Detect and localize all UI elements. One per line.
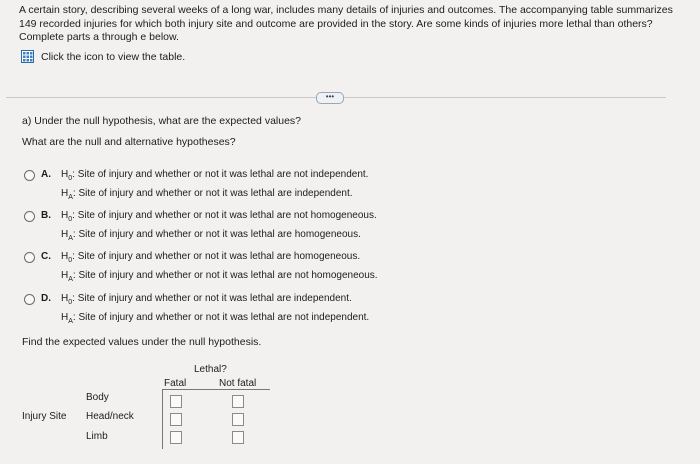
- intro-line-1: A certain story, describing several weeks of a long war, includes many details of injuries and outcomes. The accompanying table summarizes: [19, 4, 673, 16]
- view-table-link[interactable]: [21, 50, 185, 63]
- option-b-text: $H_0$: Site of injury and whether or not it was lethal are not homogeneous. $H_A$: Site of injury and whether or not it was lethal are homogeneous.: [61, 210, 377, 242]
- option-a[interactable]: [24, 167, 368, 205]
- row-label-limb: Limb: [86, 431, 108, 442]
- col-header-fatal: Fatal: [164, 378, 187, 389]
- input-limb-not-fatal[interactable]: [232, 431, 244, 444]
- view-table-label[interactable]: Click the icon to view the table.: [41, 50, 186, 63]
- row-label-head-neck: Head/neck: [86, 411, 134, 422]
- option-b-h0: Site of injury and whether or not it was lethal are not homogeneous.: [77, 210, 377, 221]
- expand-button[interactable]: •••: [316, 92, 344, 104]
- intro-line-3: Complete parts a through e below.: [19, 31, 179, 43]
- table-grid-icon[interactable]: [21, 50, 34, 63]
- option-d[interactable]: [24, 291, 369, 329]
- option-b-letter: B.: [41, 210, 51, 221]
- table-side-rule: [162, 389, 163, 449]
- table-header-rule: [162, 389, 270, 390]
- expected-values-prompt: Find the expected values under the null hypothesis.: [22, 336, 262, 348]
- option-d-text: $H_0$: Site of injury and whether or not it was lethal are independent. $H_A$: Site of injury and whether or not it was lethal are not independent.: [61, 293, 370, 325]
- option-b-radio[interactable]: [24, 211, 35, 222]
- option-a-ha: Site of injury and whether or not it was lethal are independent.: [78, 188, 353, 199]
- option-d-h0: Site of injury and whether or not it was lethal are independent.: [77, 293, 352, 304]
- option-b[interactable]: [24, 208, 377, 246]
- input-head-neck-not-fatal[interactable]: [232, 413, 244, 426]
- option-a-letter: A.: [41, 169, 51, 180]
- problem-intro: [19, 4, 689, 45]
- option-b-ha: Site of injury and whether or not it was lethal are homogeneous.: [78, 229, 361, 240]
- hypotheses-question: What are the null and alternative hypotheses?: [22, 136, 236, 148]
- option-d-radio[interactable]: [24, 294, 35, 305]
- option-c-h0: Site of injury and whether or not it was lethal are homogeneous.: [77, 251, 361, 262]
- row-label-body: Body: [86, 392, 109, 403]
- input-head-neck-fatal[interactable]: [170, 413, 182, 426]
- option-c-letter: C.: [41, 251, 51, 262]
- col-header-not-fatal: Not fatal: [219, 378, 257, 389]
- option-a-h0: Site of injury and whether or not it was lethal are not independent.: [77, 169, 369, 180]
- input-body-fatal[interactable]: [170, 395, 182, 408]
- intro-line-2: 149 recorded injuries for which both injury site and outcome are provided in the story. Are some kinds of injuries more lethal than others?: [19, 17, 653, 30]
- option-c[interactable]: [24, 249, 378, 287]
- row-group-header: Injury Site: [22, 411, 67, 422]
- option-a-text: $H_0$: Site of injury and whether or not it was lethal are not independent. $H_A$: Site of injury and whether or not it was lethal are independent.: [61, 169, 369, 201]
- option-a-radio[interactable]: [24, 170, 35, 181]
- col-group-header: Lethal?: [194, 364, 227, 375]
- option-c-ha: Site of injury and whether or not it was lethal are not homogeneous.: [78, 270, 378, 281]
- option-c-radio[interactable]: [24, 252, 35, 263]
- input-limb-fatal[interactable]: [170, 431, 182, 444]
- input-body-not-fatal[interactable]: [232, 395, 244, 408]
- part-a-question: a) Under the null hypothesis, what are the expected values?: [22, 115, 302, 127]
- option-d-ha: Site of injury and whether or not it was lethal are not independent.: [78, 312, 370, 323]
- option-c-text: $H_0$: Site of injury and whether or not it was lethal are homogeneous. $H_A$: Site of injury and whether or not it was lethal are not homogeneous.: [61, 251, 378, 283]
- option-d-letter: D.: [41, 293, 51, 304]
